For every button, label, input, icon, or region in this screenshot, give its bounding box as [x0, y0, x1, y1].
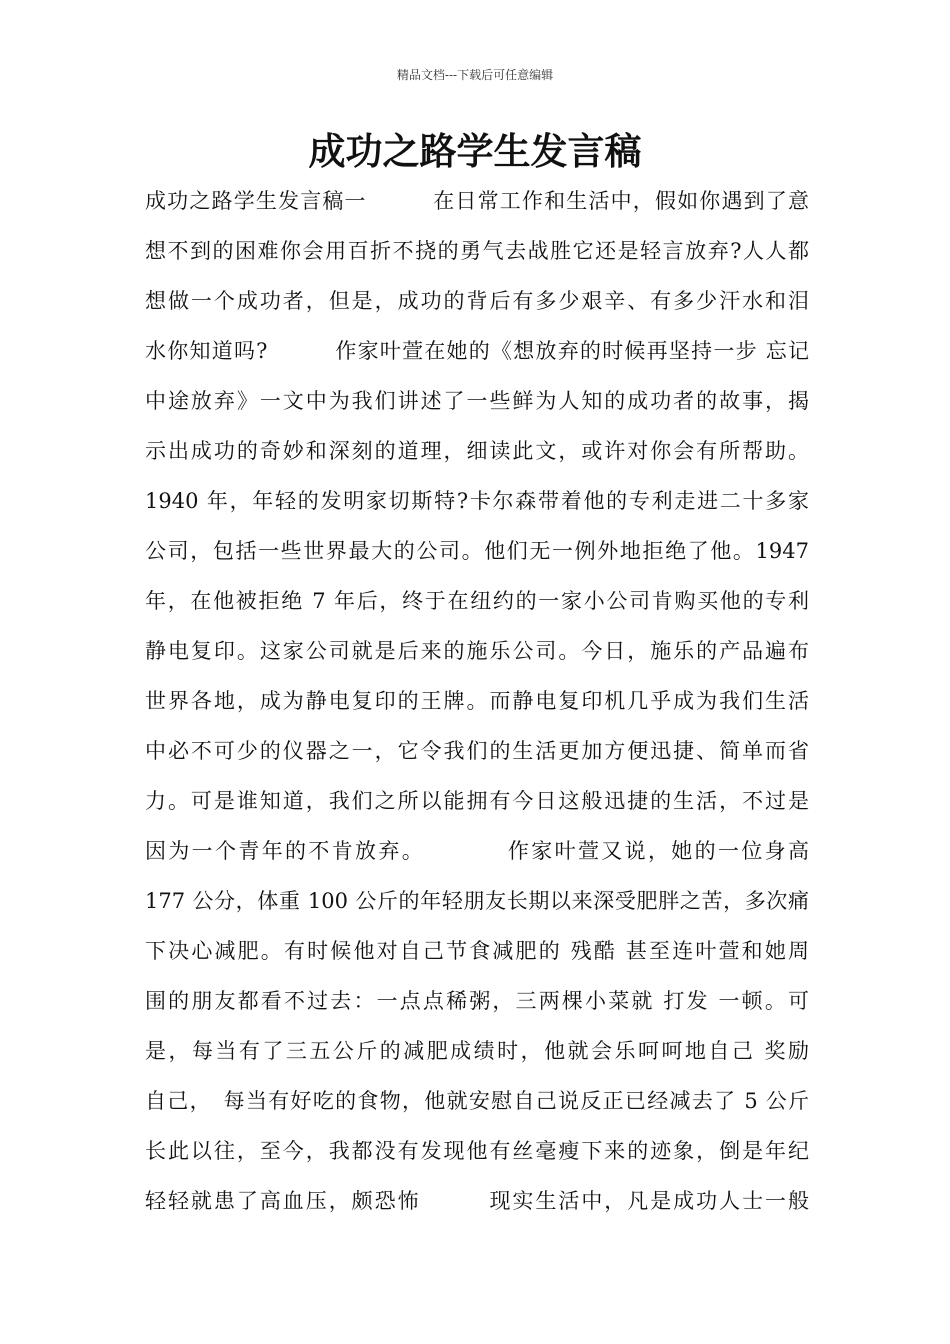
paragraph-line-13: 力。可是谁知道，我们之所以能拥有今日这般迅捷的生活，不过是 — [145, 789, 809, 813]
body-text — [145, 176, 809, 1226]
paragraph-line-15: 177 公分，体重 100 公斤的年轻朋友长期以来深受肥胖之苦，多次痛 — [145, 889, 809, 913]
paragraph-line-10: 静电复印。这家公司就是后来的施乐公司。今日，施乐的产品遍布 — [145, 639, 809, 663]
paragraph-line-6: 示出成功的奇妙和深刻的道理，细读此文，或许对你会有所帮助。 — [145, 439, 809, 463]
paragraph-line-2: 想不到的困难你会用百折不挠的勇气去战胜它还是轻言放弃?人人都 — [145, 239, 809, 263]
paragraph-line-8: 公司，包括一些世界最大的公司。他们无一例外地拒绝了他。1947 — [145, 539, 809, 563]
paragraph-line-7: 1940 年，年轻的发明家切斯特?卡尔森带着他的专利走进二十多家 — [145, 489, 809, 513]
document-title: 成功之路学生发言稿 — [308, 130, 642, 173]
paragraph-line-20: 长此以往，至今，我都没有发现他有丝毫瘦下来的迹象，倒是年纪 — [145, 1139, 809, 1163]
paragraph-line-14: 因为一个青年的不肯放弃。 作家叶萱又说，她的一位身高 — [145, 839, 809, 863]
paragraph-line-11: 世界各地，成为静电复印的王牌。而静电复印机几乎成为我们生活 — [145, 689, 809, 713]
paragraph-line-5: 中途放弃》一文中为我们讲述了一些鲜为人知的成功者的故事，揭 — [145, 389, 809, 413]
paragraph-line-21: 轻轻就患了高血压，颇恐怖 现实生活中，凡是成功人士一般 — [145, 1189, 809, 1213]
paragraph-line-1: 成功之路学生发言稿一 在日常工作和生活中，假如你遇到了意 — [145, 189, 809, 213]
paragraph-line-18: 是，每当有了三五公斤的减肥成绩时，他就会乐呵呵地自己 奖励 — [145, 1039, 809, 1063]
paragraph-line-12: 中必不可少的仪器之一，它令我们的生活更加方便迅捷、简单而省 — [145, 739, 809, 763]
paragraph-line-19: 自己， 每当有好吃的食物，他就安慰自己说反正已经减去了 5 公斤 — [145, 1089, 809, 1113]
paragraph-line-17: 围的朋友都看不过去：一点点稀粥，三两棵小菜就 打发 一顿。可 — [145, 989, 809, 1013]
page-header: 精品文档---下载后可任意编辑 — [396, 68, 554, 82]
paragraph-line-3: 想做一个成功者，但是，成功的背后有多少艰辛、有多少汗水和泪 — [145, 289, 809, 313]
paragraph-line-9: 年，在他被拒绝 7 年后，终于在纽约的一家小公司肯购买他的专利 — [145, 589, 809, 613]
paragraph-line-16: 下决心减肥。有时候他对自己节食减肥的 残酷 甚至连叶萱和她周 — [145, 939, 809, 963]
paragraph-line-4: 水你知道吗? 作家叶萱在她的《想放弃的时候再坚持一步 忘记 — [145, 339, 809, 363]
